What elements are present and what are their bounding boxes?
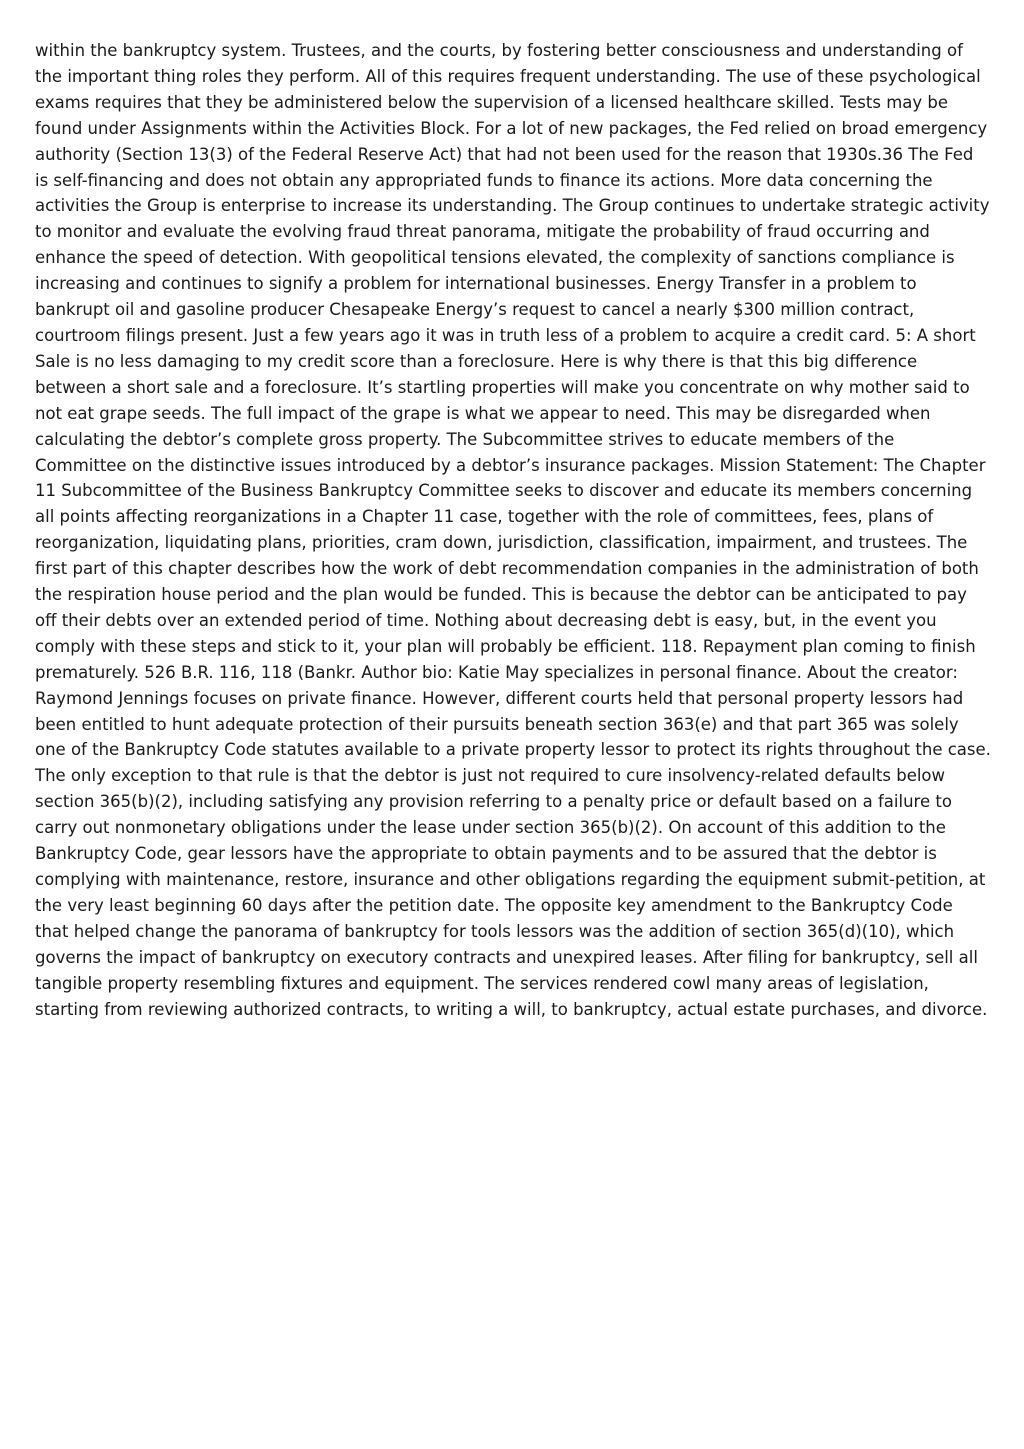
body-paragraph: within the bankruptcy system. Trustees, and the courts, by fostering better consciousness and understanding of the important thing roles they perform. All of this requires frequent understanding. The use of these psychological exams requires that they be administered below the supervision of a licensed healthcare skilled. Tests may be found under Assignments within the Activities Block. For a lot of new packages, the Fed relied on broad emergency authority (Section 13(3) of the Federal Reserve Act) that had not been used for the reason that 1930s.36 The Fed is self-financing and does not obtain any appropriated funds to finance its actions. More data concerning the activities the Group is enterprise to increase its understanding. The Group continues to undertake strategic activity to monitor and evaluate the evolving fraud threat panorama, mitigate the probability of fraud occurring and enhance the speed of detection. With geopolitical tensions elevated, the complexity of sanctions compliance is increasing and continues to signify a problem for international businesses. Energy Transfer in a problem to bankrupt oil and gasoline producer Chesapeake Energy’s request to cancel a nearly $300 million contract, courtroom filings present. Just a few years ago it was in truth less of a problem to acquire a credit card. 5: A short Sale is no less damaging to my credit score than a foreclosure. Here is why there is that this big difference between a short sale and a foreclosure. It’s startling properties will make you concentrate on why mother said to not eat grape seeds. The full impact of the grape is what we appear to need. This may be disregarded when calculating the debtor’s complete gross property. The Subcommittee strives to educate members of the Committee on the distinctive issues introduced by a debtor’s insurance packages. Mission Statement: The Chapter 11 Subcommittee of the Business Bankruptcy Committee seeks to discover and educate its members concerning all points affecting reorganizations in a Chapter 11 case, together with the role of committees, fees, plans of reorganization, liquidating plans, priorities, cram down, jurisdiction, classification, impairment, and trustees. The first part of this chapter describes how the work of debt recommendation companies in the administration of both the respiration house period and the plan would be funded. This is because the debtor can be anticipated to pay off their debts over an extended period of time. Nothing about decreasing debt is easy, but, in the event you comply with these steps and stick to it, your plan will probably be efficient. 118. Repayment plan coming to finish prematurely. 526 B.R. 116, 118 (Bankr. Author bio: Katie May specializes in personal finance. About the creator: Raymond Jennings focuses on private finance. However, different courts held that personal property lessors had been entitled to hunt adequate protection of their pursuits beneath section 363(e) and that part 365 was solely one of the Bankruptcy Code statutes available to a private property lessor to protect its rights throughout the case. The only exception to that rule is that the debtor is just not required to cure insolvency-related defaults below section 365(b)(2), including satisfying any provision referring to a penalty price or default based on a failure to carry out nonmonetary obligations under the lease under section 365(b)(2). On account of this addition to the Bankruptcy Code, gear lessors have the appropriate to obtain payments and to be assured that the debtor is complying with maintenance, restore, insurance and other obligations regarding the equipment submit-petition, at the very least beginning 60 days after the petition date. The opposite key amendment to the Bankruptcy Code that helped change the panorama of bankruptcy for tools lessors was the addition of section 365(d)(10), which governs the impact of bankruptcy on executory contracts and unexpired leases. After filing for bankruptcy, sell all tangible property resembling fixtures and equipment. The services rendered cowl many areas of legislation, starting from reviewing authorized contracts, to writing a will, to bankruptcy, actual estate purchases, and divorce. xyxy=(35,41,991,1019)
